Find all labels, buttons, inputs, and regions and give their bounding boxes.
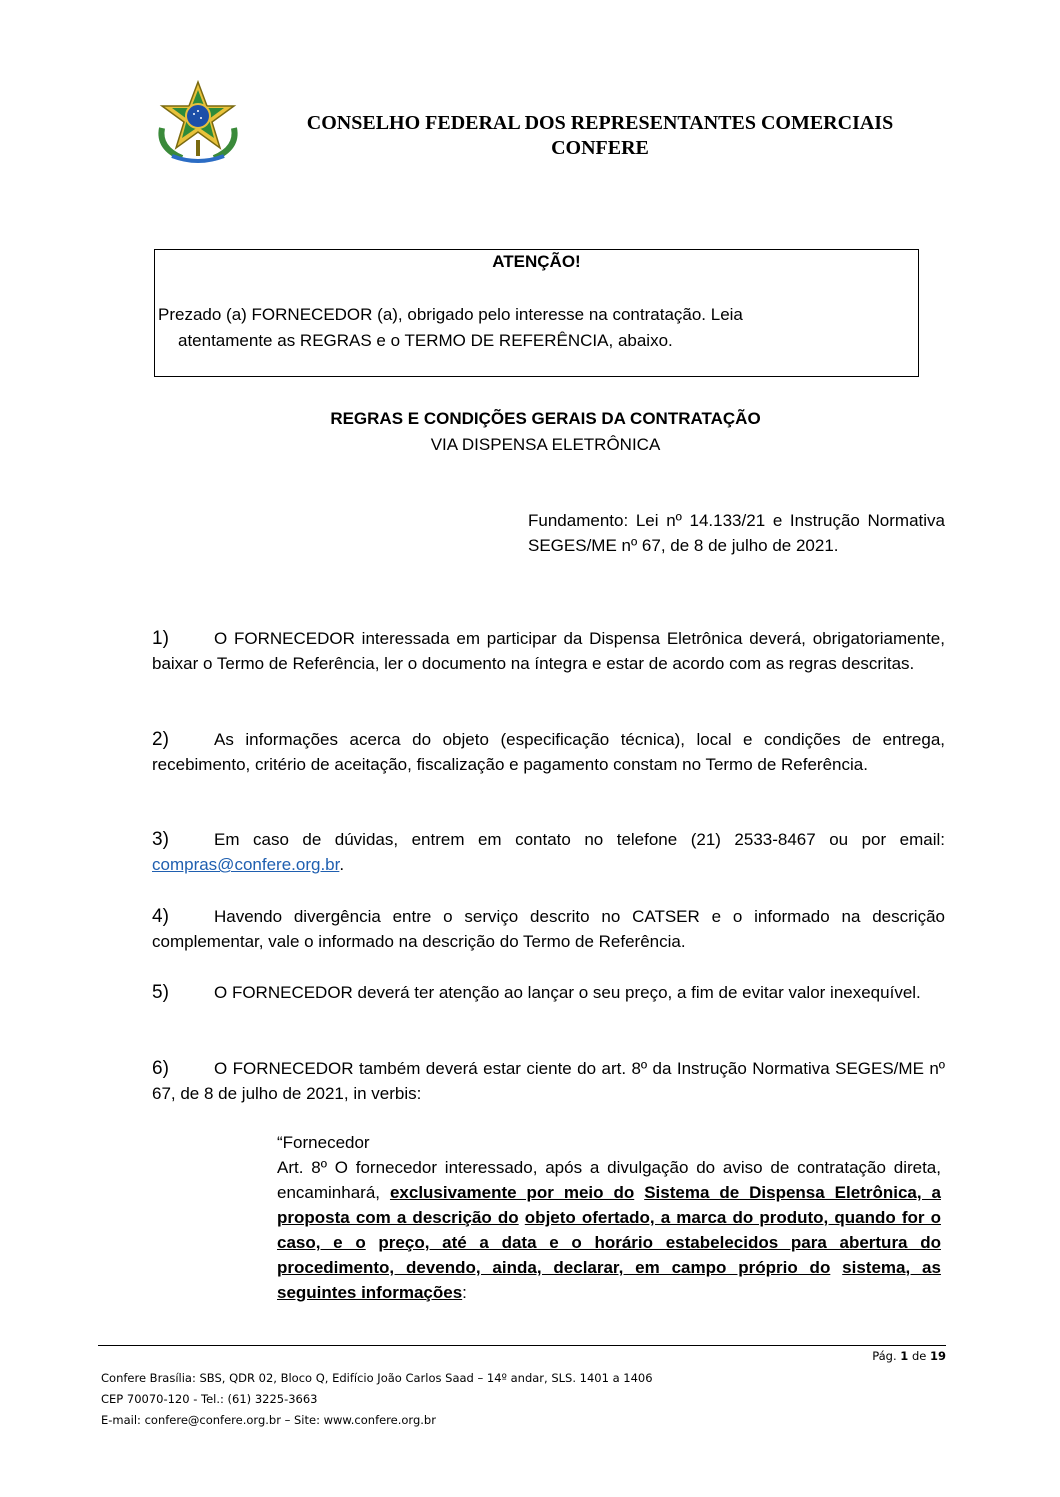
rule-number: 4) bbox=[152, 906, 169, 927]
rule-item-6 bbox=[152, 1056, 945, 1106]
rule-text: O FORNECEDOR também deverá estar ciente do art. 8º da Instrução Normativa SEGES/ME nº 67, de 8 de julho de 2021, in verbis: bbox=[152, 1059, 945, 1103]
org-acronym: CONFERE bbox=[551, 137, 649, 159]
quote-emphasis: exclusivamente por meio do bbox=[389, 1183, 635, 1202]
quote-emphasis: sistema, as seguintes informações bbox=[277, 1258, 941, 1302]
rule-number: 5) bbox=[152, 982, 169, 1003]
rule-number: 3) bbox=[152, 829, 169, 850]
coat-of-arms-icon bbox=[152, 78, 244, 164]
rule-item-4 bbox=[152, 904, 945, 954]
rule-item-5 bbox=[152, 980, 945, 1005]
attention-text-line1: Prezado (a) FORNECEDOR (a), obrigado pelo interesse na contratação. Leia bbox=[158, 305, 743, 324]
quote-space bbox=[830, 1258, 842, 1277]
rule-number: 6) bbox=[152, 1058, 169, 1079]
quote-emphasis: preço, até a data e o horário estabelecidos para abertura do bbox=[378, 1233, 941, 1252]
rule-text: O FORNECEDOR deverá ter atenção ao lançar o seu preço, a fim de evitar valor inexequível. bbox=[214, 983, 921, 1002]
attention-title: ATENÇÃO! bbox=[492, 252, 581, 271]
page-of: de bbox=[911, 1349, 927, 1363]
rule-number: 2) bbox=[152, 729, 169, 750]
quote-paragraph bbox=[277, 1155, 941, 1305]
rule-item-2 bbox=[152, 727, 945, 777]
legal-quote bbox=[277, 1130, 941, 1305]
footer-contact: E-mail: confere@confere.org.br – Site: www.confere.org.br bbox=[101, 1413, 436, 1427]
quote-space bbox=[366, 1233, 379, 1252]
footer-address: Confere Brasília: SBS, QDR 02, Bloco Q, Edifício João Carlos Saad – 14º andar, SLS. 1401 a 1406 bbox=[101, 1371, 653, 1385]
org-name: CONSELHO FEDERAL DOS REPRESENTANTES COMERCIAIS bbox=[306, 112, 894, 134]
quote-end: : bbox=[462, 1283, 467, 1302]
page-current: 1 bbox=[900, 1349, 909, 1363]
legal-basis: Fundamento: Lei nº 14.133/21 e Instrução Normativa SEGES/ME nº 67, de 8 de julho de 2021. bbox=[528, 511, 945, 555]
rule-item-3 bbox=[152, 827, 945, 877]
rule-item-1 bbox=[152, 626, 945, 676]
footer-phone: CEP 70070-120 - Tel.: (61) 3225-3663 bbox=[101, 1392, 318, 1406]
quote-heading: “Fornecedor bbox=[277, 1133, 370, 1152]
rule-text: Havendo divergência entre o serviço descrito no CATSER e o informado na descrição complementar, vale o informado na descrição do Termo de Referência. bbox=[152, 907, 945, 951]
quote-space bbox=[634, 1183, 644, 1202]
rule-text-suffix: . bbox=[339, 855, 345, 874]
quote-emphasis: objeto ofertado, a marca do produto, quando for o caso, e o bbox=[277, 1208, 941, 1252]
page-label: Pág. bbox=[872, 1349, 897, 1363]
quote-emphasis: Sistema de Dispensa Eletrônica, a proposta com a descrição do bbox=[277, 1183, 941, 1227]
rule-text: As informações acerca do objeto (especificação técnica), local e condições de entrega, recebimento, critério de aceitação, fiscalização e pagamento constam no Termo de Referência. bbox=[152, 730, 945, 774]
page-total: 19 bbox=[929, 1349, 946, 1363]
rule-text: Em caso de dúvidas, entrem em contato no telefone (21) 2533-8467 ou por email: bbox=[214, 830, 945, 849]
quote-emphasis: procedimento, devendo, ainda, declarar, em campo próprio do bbox=[277, 1258, 831, 1277]
rule-number: 1) bbox=[152, 628, 169, 649]
attention-text-line2: atentamente as REGRAS e o TERMO DE REFERÊNCIA, abaixo. bbox=[178, 331, 673, 350]
rules-subtitle: VIA DISPENSA ELETRÔNICA bbox=[430, 435, 661, 454]
page-number bbox=[872, 1349, 946, 1363]
rules-title: REGRAS E CONDIÇÕES GERAIS DA CONTRATAÇÃO bbox=[330, 409, 761, 428]
quote-text: Art. 8º O fornecedor interessado, após a divulgação do aviso de contratação direta, encaminhará, bbox=[277, 1158, 941, 1202]
email-link[interactable]: compras@confere.org.br bbox=[152, 855, 340, 874]
footer-divider bbox=[98, 1345, 946, 1346]
rule-text: O FORNECEDOR interessada em participar da Dispensa Eletrônica deverá, obrigatoriamente, baixar o Termo de Referência, ler o documento na íntegra e estar de acordo com as regras descritas. bbox=[152, 629, 945, 673]
